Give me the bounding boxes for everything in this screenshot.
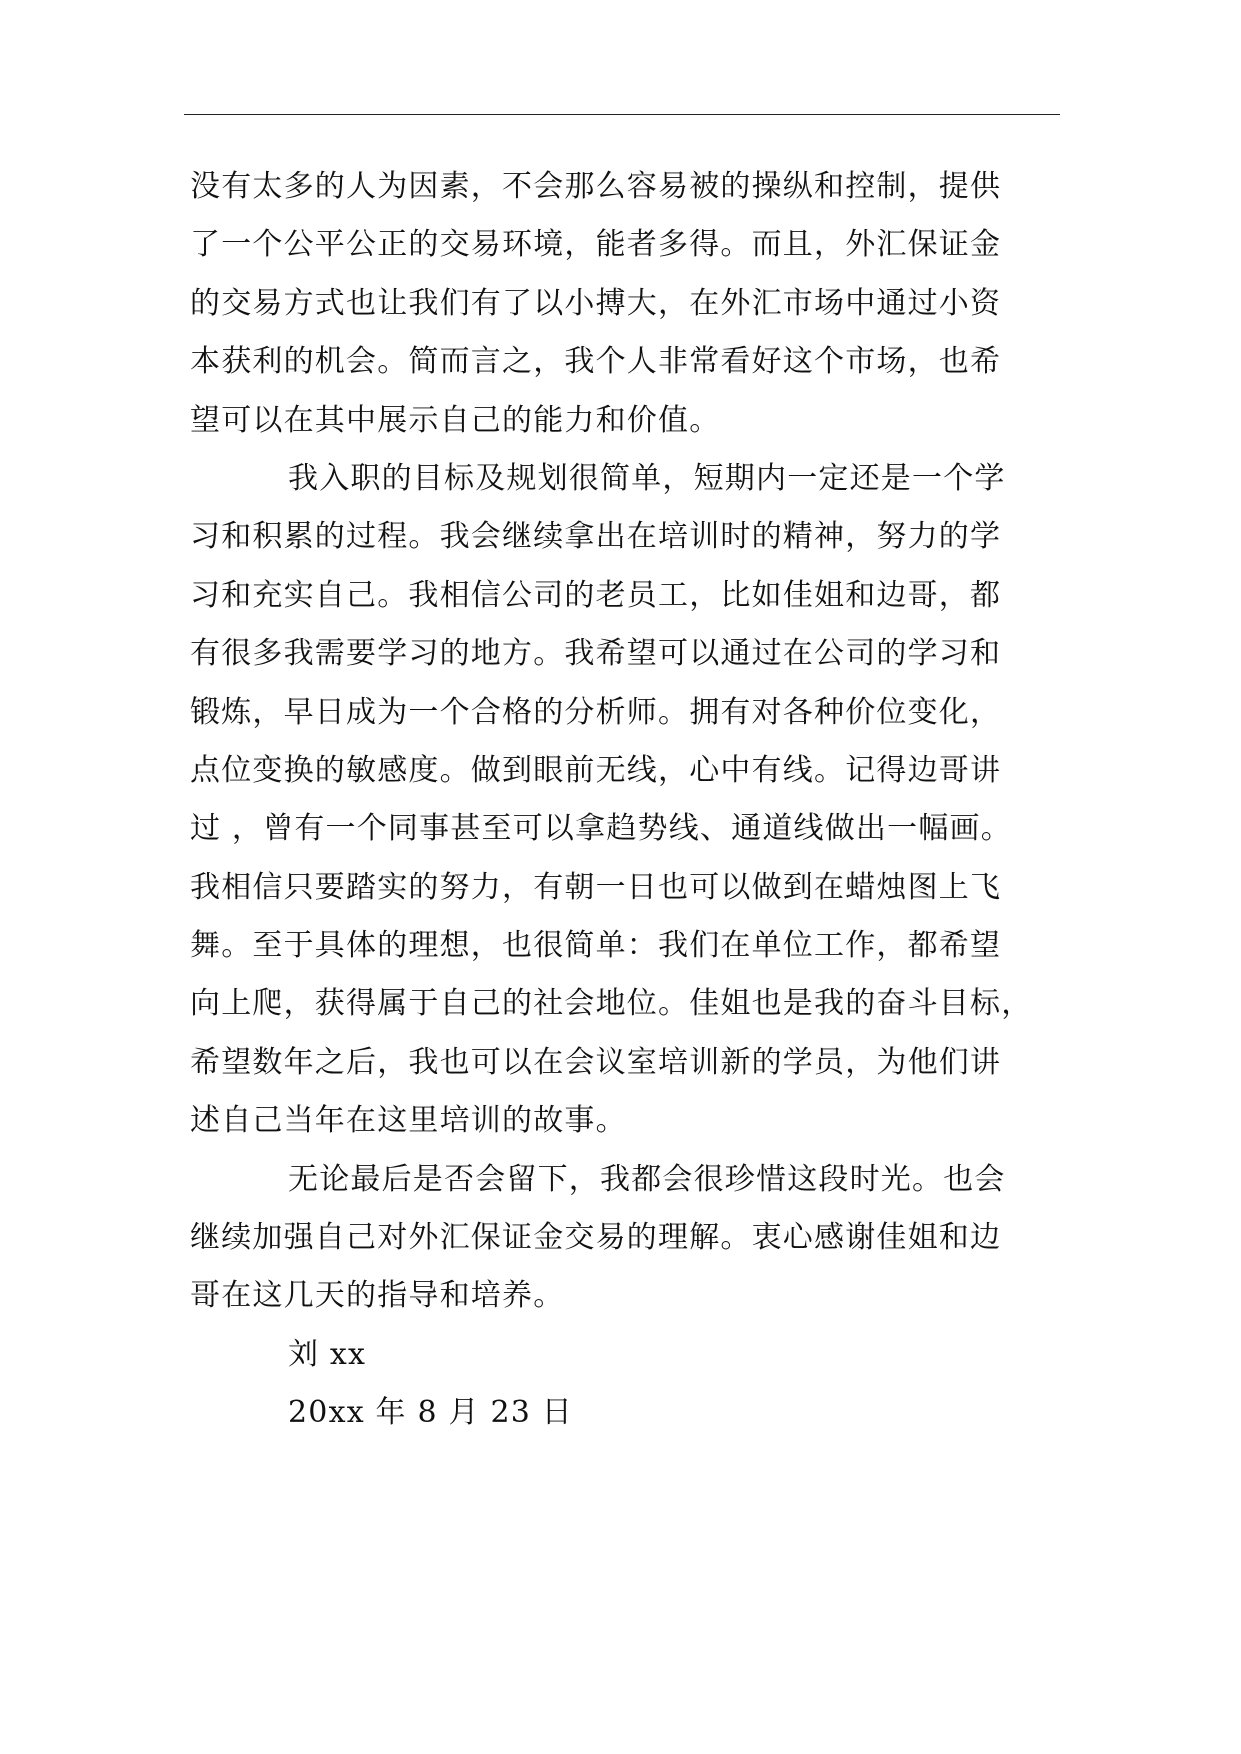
text-line: 点位变换的敏感度。做到眼前无线，心中有线。记得边哥讲 <box>190 752 1002 788</box>
text-line: 述自己当年在这里培训的故事。 <box>190 1103 627 1139</box>
text-line: 我相信只要踏实的努力，有朝一日也可以做到在蜡烛图上飞 <box>190 869 1002 905</box>
text-line: 向上爬，获得属于自己的社会地位。佳姐也是我的奋斗目标， <box>190 986 1033 1022</box>
paragraph-start-line: 无论最后是否会留下，我都会很珍惜这段时光。也会 <box>288 1161 1006 1197</box>
text-line: 有很多我需要学习的地方。我希望可以通过在公司的学习和 <box>190 636 1002 672</box>
text-line: 的交易方式也让我们有了以小搏大，在外汇市场中通过小资 <box>190 285 1002 321</box>
paragraph-start-line: 我入职的目标及规划很简单，短期内一定还是一个学 <box>288 460 1006 496</box>
date-line: 20xx 年 8 月 23 日 <box>288 1395 573 1431</box>
signature: 刘 xx <box>288 1336 367 1372</box>
text-line: 习和积累的过程。我会继续拿出在培训时的精神，努力的学 <box>190 519 1002 555</box>
text-line: 哥在这几天的指导和培养。 <box>190 1278 565 1314</box>
header-rule <box>184 114 1060 115</box>
text-line: 希望数年之后，我也可以在会议室培训新的学员，为他们讲 <box>190 1044 1002 1080</box>
text-line: 继续加强自己对外汇保证金交易的理解。衷心感谢佳姐和边 <box>190 1220 1002 1256</box>
text-line: 舞。至于具体的理想，也很简单：我们在单位工作，都希望 <box>190 928 1002 964</box>
text-line: 过 ，曾有一个同事甚至可以拿趋势线、通道线做出一幅画。 <box>190 811 1012 847</box>
text-line: 了一个公平公正的交易环境，能者多得。而且，外汇保证金 <box>190 227 1002 263</box>
text-line: 没有太多的人为因素，不会那么容易被的操纵和控制，提供 <box>190 169 1002 204</box>
text-line: 望可以在其中展示自己的能力和价值。 <box>190 402 721 438</box>
text-line: 习和充实自己。我相信公司的老员工，比如佳姐和边哥，都 <box>190 577 1002 613</box>
text-line: 本获利的机会。简而言之，我个人非常看好这个市场，也希 <box>190 344 1002 380</box>
document-body <box>190 158 1056 1443</box>
text-line: 锻炼，早日成为一个合格的分析师。拥有对各种价位变化， <box>190 694 1002 730</box>
